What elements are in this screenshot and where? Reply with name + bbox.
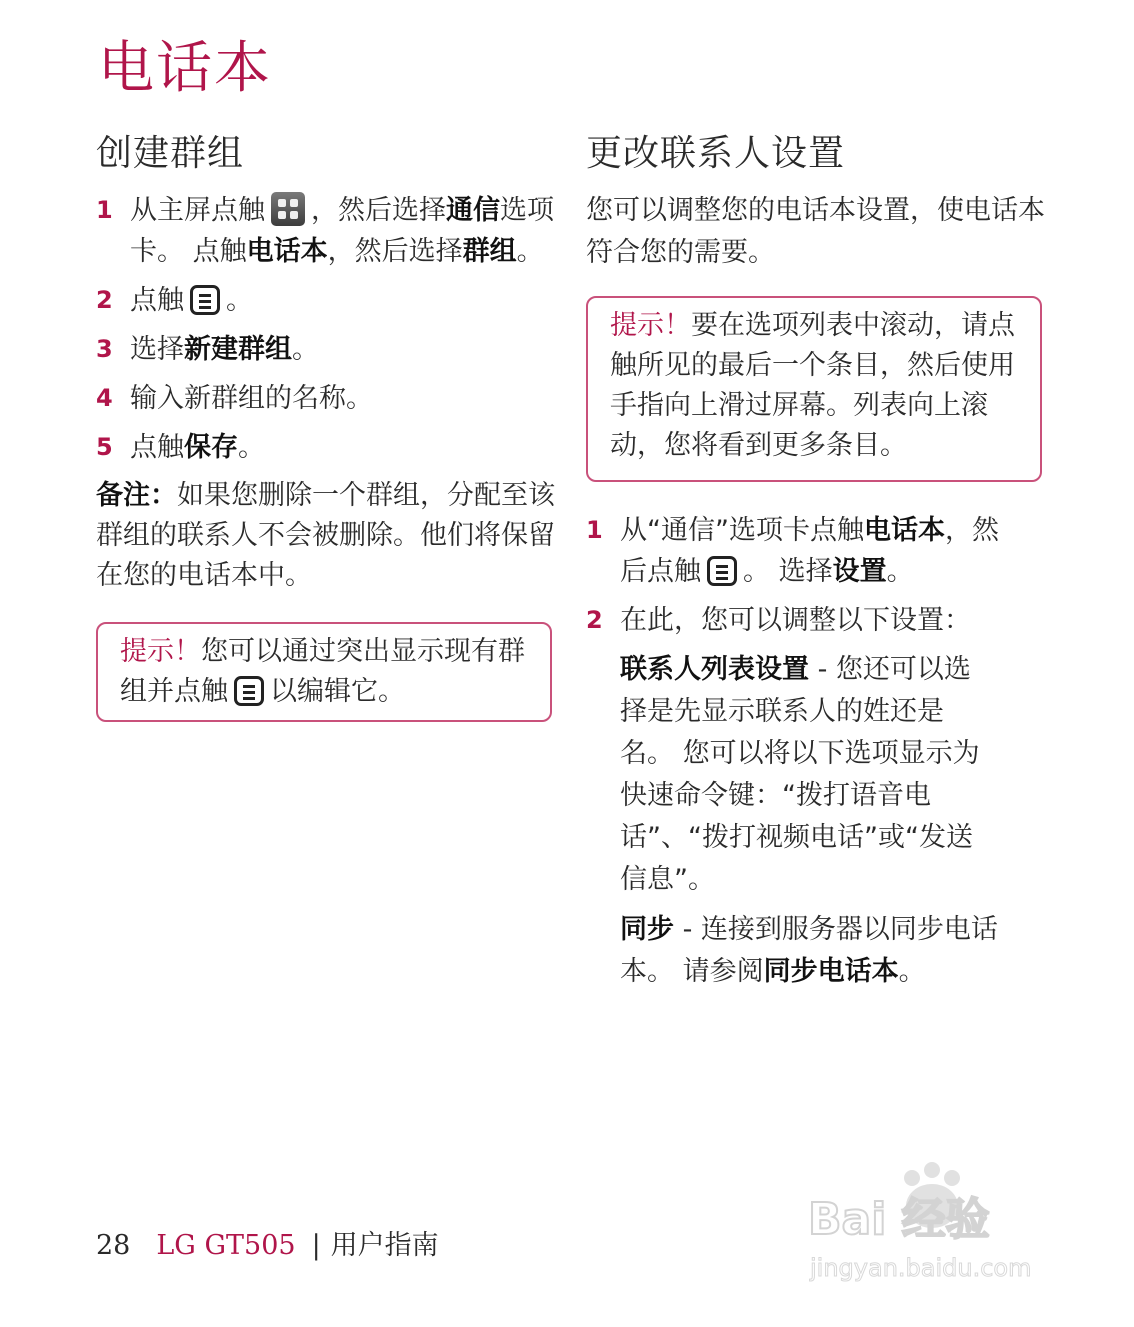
step-text: 从主屏点触	[130, 195, 265, 226]
step-item	[96, 280, 556, 321]
sync-paragraph	[620, 909, 1040, 993]
step-item	[586, 600, 1046, 993]
step-bold: 电话本	[863, 515, 945, 546]
step-bold: 通信	[446, 195, 500, 226]
step-number: 2	[586, 606, 603, 634]
tip-text: 您可以通过突出显示现有群组并点触	[120, 636, 525, 707]
tip-box-scroll	[586, 296, 1042, 482]
section-heading-create-group: 创建群组	[96, 133, 245, 174]
footer-separator: |	[311, 1230, 321, 1261]
step-item	[96, 329, 556, 370]
step-number: 3	[96, 335, 113, 363]
note-text: 如果您删除一个群组，分配至该群组的联系人不会被删除。他们将保留在您的电话本中。	[96, 480, 555, 591]
step-text: 输入新群组的名称。	[130, 383, 373, 414]
step-text: 。	[226, 285, 253, 316]
step-bold: 保存	[184, 432, 238, 463]
guide-label: 用户指南	[330, 1230, 439, 1261]
step-text: 在此，您可以调整以下设置：	[620, 605, 971, 636]
step-item	[96, 190, 556, 272]
page-footer	[96, 1226, 439, 1266]
setting-name: 同步	[620, 914, 674, 945]
step-bold: 群组	[462, 236, 517, 267]
step-text: 从“通信”选项卡点触	[620, 515, 864, 546]
step-text: 。	[238, 432, 265, 463]
tip-box-edit-group	[96, 622, 552, 722]
step-number: 4	[96, 384, 113, 412]
baidu-watermark	[808, 1158, 1068, 1288]
step-bold: 电话本	[246, 236, 328, 267]
page-title: 电话本	[98, 36, 272, 101]
step-text: 选项卡。 点触	[130, 195, 554, 267]
step-text: ，然后点触	[620, 515, 999, 587]
watermark-url: jingyan.baidu.com	[810, 1254, 1032, 1282]
step-text: 。	[516, 236, 544, 267]
step-text: 。	[886, 556, 914, 587]
setting-description: - 您还可以选择是先显示联系人的姓还是名。 您可以将以下选项显示为快速命令键：“拨打语音电话”、“拨打视频电话”或“发送信息”。	[620, 654, 980, 895]
menu-icon	[234, 676, 264, 706]
step-item	[96, 378, 556, 419]
tip-text: 要在选项列表中滚动，请点触所见的最后一个条目，然后使用手指向上滑过屏幕。列表向上滚动，您将看到更多条目。	[610, 310, 1015, 461]
reference-link-text: 同步电话本	[763, 956, 899, 987]
note-paragraph	[96, 476, 556, 596]
step-text: 选择	[130, 334, 184, 365]
contact-list-settings-paragraph	[620, 649, 990, 901]
page-number: 28	[96, 1230, 131, 1261]
baidu-paw-logo-icon	[808, 1158, 1068, 1288]
setting-name: 联系人列表设置	[620, 654, 809, 685]
create-group-steps	[96, 190, 556, 468]
contact-settings-steps	[586, 510, 1046, 993]
step-text: ，然后选择	[311, 195, 446, 226]
app-grid-icon	[271, 192, 305, 226]
tip-label: 提示！	[120, 636, 201, 667]
step-number: 1	[96, 196, 113, 224]
step-text: 。 选择	[743, 556, 833, 587]
menu-icon	[707, 556, 737, 586]
section-heading-contact-settings: 更改联系人设置	[586, 133, 846, 174]
step-number: 5	[96, 433, 113, 461]
model-name: LG GT505	[156, 1230, 296, 1261]
tip-text: 以编辑它。	[270, 676, 405, 707]
tip-label: 提示！	[610, 310, 691, 341]
left-column	[96, 130, 556, 722]
note-label: 备注：	[96, 480, 177, 511]
step-item	[96, 427, 556, 468]
step-item	[586, 510, 1020, 592]
step-text: 。	[292, 334, 319, 365]
step-bold: 新建群组	[184, 334, 292, 365]
watermark-logo-text: Bai 经验	[808, 1194, 990, 1245]
step-text: 点触	[130, 432, 184, 463]
setting-description: 。	[898, 956, 926, 987]
step-number: 2	[96, 286, 113, 314]
step-text: ，然后选择	[327, 236, 463, 267]
step-text: 点触	[130, 285, 184, 316]
menu-icon	[190, 285, 220, 315]
setting-description: - 连接到服务器以同步电话本。 请参阅	[620, 914, 998, 987]
step-bold: 设置	[832, 556, 887, 587]
right-column	[586, 130, 1046, 1001]
step-number: 1	[586, 516, 603, 544]
intro-paragraph: 您可以调整您的电话本设置，使电话本符合您的需要。	[586, 195, 1045, 268]
